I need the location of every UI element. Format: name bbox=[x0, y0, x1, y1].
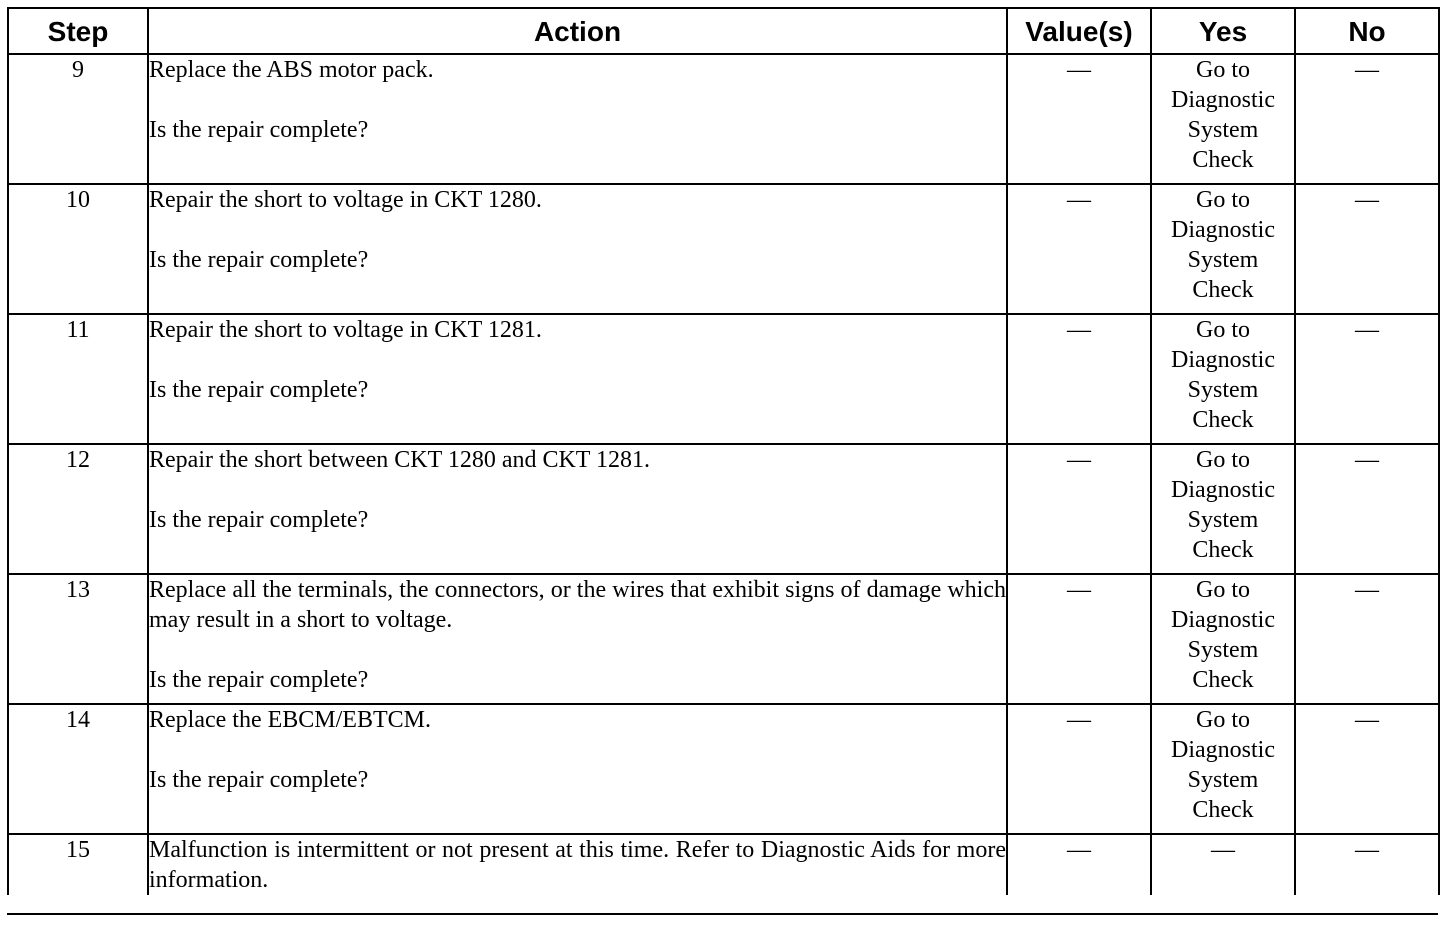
yes-cell bbox=[1151, 834, 1295, 895]
step-cell: 13 bbox=[8, 574, 148, 704]
no-cell: — bbox=[1295, 184, 1439, 314]
yes-text: Check bbox=[1192, 537, 1254, 563]
action-cell bbox=[148, 54, 1007, 184]
step-cell: 14 bbox=[8, 704, 148, 834]
no-cell: — bbox=[1295, 444, 1439, 574]
yes-text: Go to bbox=[1196, 317, 1250, 343]
header-step: Step bbox=[8, 8, 148, 54]
yes-text: Diagnostic bbox=[1171, 347, 1275, 373]
action-cell bbox=[148, 704, 1007, 834]
yes-text: Check bbox=[1192, 667, 1254, 693]
value-cell: — bbox=[1007, 704, 1151, 834]
value-cell: — bbox=[1007, 314, 1151, 444]
yes-text: Check bbox=[1192, 797, 1254, 823]
action-text: Malfunction is intermittent or not present at this time. Refer to Diagnostic Aids for more information. bbox=[149, 837, 1006, 893]
no-cell: — bbox=[1295, 704, 1439, 834]
value-cell: — bbox=[1007, 184, 1151, 314]
yes-text: System bbox=[1187, 247, 1259, 273]
table-row bbox=[8, 54, 1439, 184]
yes-cell bbox=[1151, 314, 1295, 444]
bottom-rule bbox=[7, 913, 1438, 915]
step-cell: 15 bbox=[8, 834, 148, 895]
table-body bbox=[8, 54, 1439, 895]
yes-cell bbox=[1151, 444, 1295, 574]
action-cell bbox=[148, 444, 1007, 574]
table-row bbox=[8, 834, 1439, 895]
yes-cell bbox=[1151, 704, 1295, 834]
action-question: Is the repair complete? bbox=[149, 667, 369, 693]
header-action: Action bbox=[148, 8, 1007, 54]
yes-text: Diagnostic bbox=[1171, 217, 1275, 243]
yes-text: System bbox=[1187, 377, 1259, 403]
table-row bbox=[8, 314, 1439, 444]
table-row bbox=[8, 444, 1439, 574]
yes-text: Check bbox=[1192, 407, 1254, 433]
yes-text: System bbox=[1187, 507, 1259, 533]
step-cell: 12 bbox=[8, 444, 148, 574]
yes-text: System bbox=[1187, 767, 1259, 793]
value-cell: — bbox=[1007, 574, 1151, 704]
yes-text: Go to bbox=[1196, 707, 1250, 733]
yes-text: Go to bbox=[1196, 577, 1250, 603]
yes-text: Go to bbox=[1196, 447, 1250, 473]
no-cell: — bbox=[1295, 574, 1439, 704]
action-question: Is the repair complete? bbox=[149, 507, 369, 533]
action-text: Repair the short to voltage in CKT 1281. bbox=[149, 317, 542, 343]
header-yes: Yes bbox=[1151, 8, 1295, 54]
header-no: No bbox=[1295, 8, 1439, 54]
table-row bbox=[8, 704, 1439, 834]
action-question: Is the repair complete? bbox=[149, 767, 369, 793]
action-text: Repair the short to voltage in CKT 1280. bbox=[149, 187, 542, 213]
step-cell: 11 bbox=[8, 314, 148, 444]
header-row bbox=[8, 8, 1439, 54]
action-question: Is the repair complete? bbox=[149, 377, 369, 403]
yes-cell bbox=[1151, 54, 1295, 184]
yes-text: Diagnostic bbox=[1171, 87, 1275, 113]
yes-text: Diagnostic bbox=[1171, 477, 1275, 503]
action-question: Is the repair complete? bbox=[149, 117, 369, 143]
header-values: Value(s) bbox=[1007, 8, 1151, 54]
no-cell: — bbox=[1295, 314, 1439, 444]
yes-cell bbox=[1151, 574, 1295, 704]
action-cell bbox=[148, 574, 1007, 704]
action-text: Replace the EBCM/EBTCM. bbox=[149, 707, 431, 733]
action-spacer bbox=[149, 345, 1006, 375]
yes-text: System bbox=[1187, 117, 1259, 143]
yes-text: Go to bbox=[1196, 187, 1250, 213]
action-text: Replace all the terminals, the connectors, or the wires that exhibit signs of damage which may result in a short to voltage. bbox=[149, 577, 1006, 633]
action-text: Repair the short between CKT 1280 and CKT 1281. bbox=[149, 447, 651, 473]
no-cell: — bbox=[1295, 834, 1439, 895]
yes-text: Check bbox=[1192, 277, 1254, 303]
step-cell: 10 bbox=[8, 184, 148, 314]
table-row bbox=[8, 574, 1439, 704]
step-cell: 9 bbox=[8, 54, 148, 184]
diagnostic-table bbox=[7, 7, 1440, 895]
action-spacer bbox=[149, 475, 1006, 505]
yes-text: Go to bbox=[1196, 57, 1250, 83]
yes-text: Diagnostic bbox=[1171, 737, 1275, 763]
value-cell: — bbox=[1007, 444, 1151, 574]
yes-text: Check bbox=[1192, 147, 1254, 173]
action-cell bbox=[148, 184, 1007, 314]
yes-text: System bbox=[1187, 637, 1259, 663]
table-row bbox=[8, 184, 1439, 314]
yes-text: Diagnostic bbox=[1171, 607, 1275, 633]
action-spacer bbox=[149, 215, 1006, 245]
action-text: Replace the ABS motor pack. bbox=[149, 57, 434, 83]
action-spacer bbox=[149, 735, 1006, 765]
yes-cell bbox=[1151, 184, 1295, 314]
action-spacer bbox=[149, 85, 1006, 115]
action-question: Is the repair complete? bbox=[149, 247, 369, 273]
value-cell: — bbox=[1007, 54, 1151, 184]
yes-text: — bbox=[1211, 837, 1235, 863]
action-spacer bbox=[149, 635, 1006, 665]
action-cell bbox=[148, 314, 1007, 444]
value-cell: — bbox=[1007, 834, 1151, 895]
no-cell: — bbox=[1295, 54, 1439, 184]
action-cell bbox=[148, 834, 1007, 895]
